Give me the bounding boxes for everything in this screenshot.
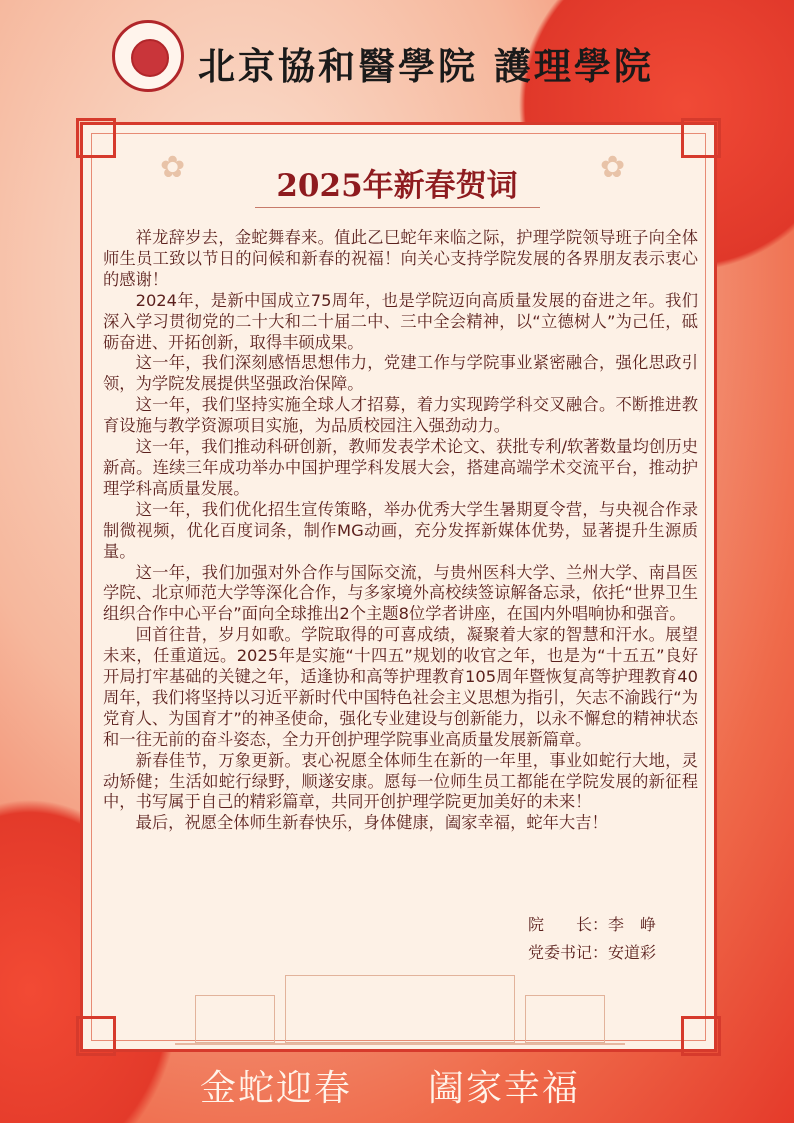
paragraph: 这一年，我们优化招生宣传策略，举办优秀大学生暑期夏令营，与央视合作录制微视频，优化百度词条，制作MG动画，充分发挥新媒体优势，显著提升生源质量。 <box>103 499 698 561</box>
paragraph: 2024年，是新中国成立75周年，也是学院迈向高质量发展的奋进之年。我们深入学习贯彻党的二十大和二十届二中、三中全会精神，以“立德树人”为己任，砥砺奋进、开拓创新，取得丰硕成果。 <box>103 290 698 352</box>
school-name: 北京協和醫學院 護理學院 <box>198 44 654 88</box>
paragraph: 这一年，我们加强对外合作与国际交流，与贵州医科大学、兰州大学、南昌医学院、北京师范大学等深化合作，与多家境外高校续签谅解备忘录，依托“世界卫生组织合作中心平台”面向全球推出2个主题8位学者讲座，在国内外唱响协和强音。 <box>103 562 698 624</box>
title-underline <box>255 207 540 208</box>
paragraph: 这一年，我们深刻感悟思想伟力，党建工作与学院事业紧密融合，强化思政引领，为学院发展提供坚强政治保障。 <box>103 353 698 394</box>
header <box>0 0 794 115</box>
frame-corner-ornament <box>76 118 116 158</box>
paragraph: 最后，祝愿全体师生新春快乐，身体健康，阖家幸福，蛇年大吉！ <box>135 813 608 833</box>
paragraph: 这一年，我们推动科研创新，教师发表学术论文、获批专利/软著数量均创历史新高。连续三年成功举办中国护理学科发展大会，搭建高端学术交流平台，推动护理学科高质量发展。 <box>103 437 698 498</box>
frame-corner-ornament <box>681 1016 721 1056</box>
paragraph: 回首往昔，岁月如歌。学院取得的可喜成绩，凝聚着大家的智慧和汗水。展望未来，任重道远。2025年是实施“十四五”规划的收官之年，也是为“十五五”良好开局打牢基础的关键之年，适逢协和高等护理教育105周年暨恢复高等护理教育40周年，我们将坚持以习近平新时代中国特色社会主义思想为指引，矢志不渝践行“为党育人、为国育才”的神圣使命，强化专业建设与创新能力，以永不懈怠的精神状态和一往无前的奋斗姿态，全力开创护理学院事业高质量发展新篇章。 <box>103 625 698 749</box>
page-title: 2025年新春贺词 <box>276 168 518 204</box>
footer-slogan: 金蛇迎春 阖家幸福 <box>200 1068 581 1109</box>
paragraph: 新春佳节，万象更新。衷心祝愿全体师生在新的一年里，事业如蛇行大地，灵动矫健；生活如蛇行绿野，顺遂安康。愿每一位师生员工都能在学院发展的新征程中，书写属于自己的精彩篇章，共同开创护理学院更加美好的未来！ <box>103 750 698 812</box>
signature-dean: 院 长：李 峥 <box>528 915 657 934</box>
frame-corner-ornament <box>681 118 721 158</box>
letter-body <box>103 228 698 834</box>
school-logo <box>112 20 184 92</box>
frame-corner-ornament <box>76 1016 116 1056</box>
paragraph: 祥龙辞岁去，金蛇舞春来。值此乙巳蛇年来临之际，护理学院领导班子向全体师生员工致以节日的问候和新春的祝福！向关心支持学院发展的各界朋友表示衷心的感谢！ <box>103 228 698 289</box>
signature-party-secretary: 党委书记：安道彩 <box>528 943 657 962</box>
paragraph: 这一年，我们坚持实施全球人才招募，着力实现跨学科交叉融合。不断推进教育设施与教学资源项目实施，为品质校园注入强劲动力。 <box>103 395 698 436</box>
magnolia-icon: ✿ <box>160 150 186 185</box>
building-illustration <box>175 965 625 1045</box>
magnolia-icon: ✿ <box>600 150 626 185</box>
